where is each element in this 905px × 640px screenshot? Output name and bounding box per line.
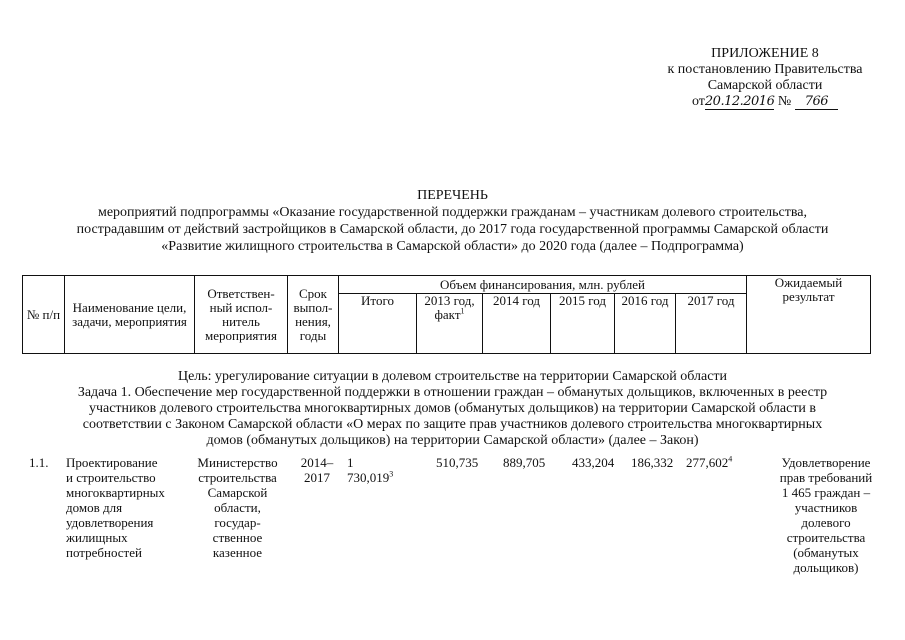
from-label: от [691, 94, 705, 109]
row-2015: 433,204 [572, 455, 615, 470]
row-2016: 186,332 [631, 455, 674, 470]
handwritten-number: 766 [795, 94, 838, 110]
title-line3: «Развитие жилищного строительства в Самарской области» до 2020 года (далее – Подпрограмма) [161, 239, 744, 254]
header-result: Ожидаемый результат [747, 276, 871, 354]
row-result-line: дольщиков) [793, 560, 859, 575]
annex-title: ПРИЛОЖЕНИЕ 8 [711, 46, 819, 61]
row-term-line: 2017 [304, 470, 330, 485]
task-line3: соответствии с Законом Самарской области «О мерах по защите прав участников долевого строительства многоквартирных [82, 417, 823, 432]
title-line1: мероприятий подпрограммы «Оказание государственной поддержки гражданам – участникам долевого строительства, [97, 205, 808, 220]
header-total: Итого [339, 294, 417, 354]
row-result-line: прав требований [779, 470, 873, 485]
row-name-line: удовлетворения [66, 515, 154, 530]
header-funding: Объем финансирования, млн. рублей [339, 276, 747, 294]
row-executor-line: строительства [198, 470, 277, 485]
row-executor-line: Самарской [207, 485, 268, 500]
handwritten-date: 20.12.2016 [704, 94, 775, 109]
row-2017-value: 277,602 [686, 455, 729, 470]
task-line1: Задача 1. Обеспечение мер государственной поддержки в отношении граждан – обманутых дольщиков, включенных в реестр [77, 385, 828, 400]
header-2014: 2014 год [483, 294, 551, 354]
row-name-line: Проектирование [66, 455, 158, 470]
goal-task-section [0, 369, 905, 449]
row-name [66, 455, 190, 560]
title-heading: ПЕРЕЧЕНЬ [417, 188, 488, 203]
row-num: 1.1. [29, 455, 49, 470]
header-2013-year: 2013 год, [424, 293, 475, 308]
title-line2: пострадавшим от действий застройщиков в Самарской области, до 2017 года государственной программы Самарской области [76, 222, 829, 237]
number-label: № [777, 94, 792, 109]
footnote-3: 3 [389, 469, 394, 479]
row-result-line: Удовлетворение [781, 455, 871, 470]
annex-block [640, 46, 890, 110]
annex-date-line [692, 94, 838, 110]
document-title [0, 187, 905, 255]
footnote-4: 4 [728, 454, 733, 464]
footnote-1: 1 [460, 306, 465, 316]
row-total-value: 1 730,019 [347, 455, 390, 485]
row-term [292, 455, 342, 485]
header-name: Наименование цели, задачи, мероприятия [65, 276, 195, 354]
header-2013-fact: факт [434, 307, 461, 322]
row-2017 [686, 455, 732, 470]
row-result-line: 1 465 граждан – [781, 485, 871, 500]
row-result-line: строительства [786, 530, 866, 545]
row-executor [190, 455, 285, 560]
row-name-line: жилищных [66, 530, 128, 545]
row-name-line: многоквартирных [66, 485, 165, 500]
annex-line2: Самарской области [707, 78, 823, 93]
row-name-line: и строительство [66, 470, 156, 485]
table-header [22, 275, 871, 354]
row-executor-line: области, [214, 500, 261, 515]
row-result-line: участников [794, 500, 858, 515]
header-num: № п/п [23, 276, 65, 354]
header-executor: Ответствен-ный испол-нитель мероприятия [195, 276, 288, 354]
header-2015: 2015 год [551, 294, 615, 354]
task-line2: участников долевого строительства многоквартирных домов (обманутых дольщиков) на территории Самарской области в [88, 401, 817, 416]
row-2014: 889,705 [503, 455, 546, 470]
row-result-line: (обманутых [793, 545, 859, 560]
row-executor-line: казенное [212, 545, 263, 560]
row-total [347, 455, 393, 485]
row-2013: 510,735 [436, 455, 479, 470]
header-term: Срок выпол-нения, годы [288, 276, 339, 354]
row-name-line: домов для [66, 500, 123, 515]
header-2013 [417, 294, 483, 354]
annex-line1: к постановлению Правительства [667, 62, 863, 77]
row-executor-line: государ- [214, 515, 261, 530]
task-line4: домов (обманутых дольщиков) на территории Самарской области» (далее – Закон) [206, 433, 699, 448]
header-2017: 2017 год [676, 294, 747, 354]
row-result [764, 455, 888, 575]
row-executor-line: Министерство [197, 455, 278, 470]
row-name-line: потребностей [66, 545, 142, 560]
row-term-line: 2014– [300, 455, 334, 470]
header-2016: 2016 год [615, 294, 676, 354]
row-result-line: долевого [801, 515, 851, 530]
goal-text: Цель: урегулирование ситуации в долевом строительстве на территории Самарской области [177, 369, 728, 384]
row-executor-line: ственное [212, 530, 263, 545]
